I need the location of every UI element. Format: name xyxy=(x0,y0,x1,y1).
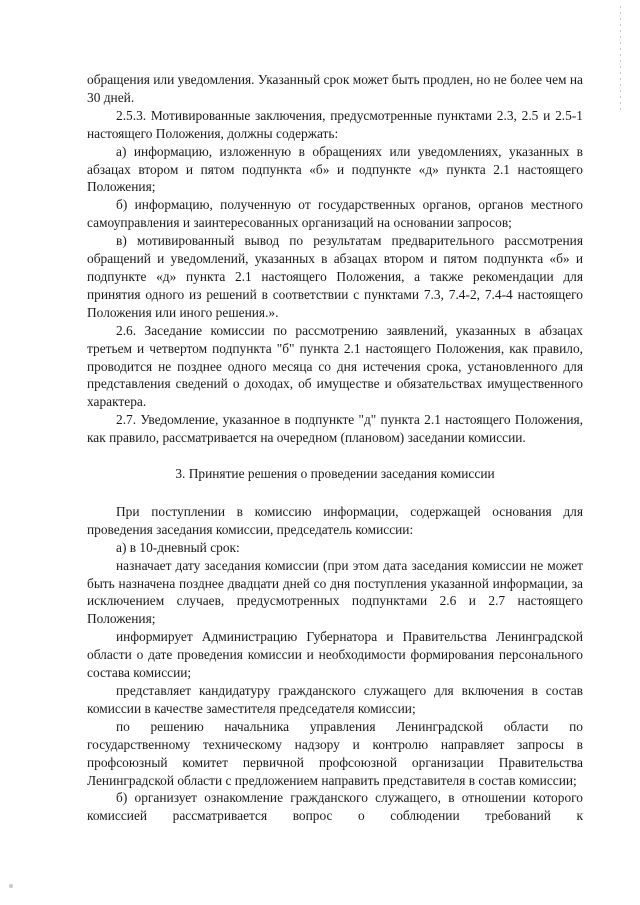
paragraph: обращения или уведомления. Указанный срок может быть продлен, но не более чем на 30 дней. xyxy=(87,72,583,105)
section-heading: 3. Принятие решения о проведении заседания комиссии xyxy=(175,466,495,482)
section-paragraph-b: б) организует ознакомление гражданского служащего, в отношении которого комиссией рассматривается вопрос о соблюдении требований к xyxy=(87,790,583,824)
paragraph-item-a: а) информацию, изложенную в обращениях или уведомлениях, указанных в абзацах втором и пятом подпункта «б» и подпункте «д» пункта 2.1 настоящего Положения; xyxy=(87,143,583,195)
paragraph-2-7: 2.7. Уведомление, указанное в подпункте "д" пункта 2.1 настоящего Положения, как правило, рассматривается на очередном (плановом) заседании комиссии. xyxy=(87,412,583,446)
section-paragraph-candidate: представляет кандидатуру гражданского служащего для включения в состав комиссии в качестве заместителя председателя комиссии; xyxy=(87,683,583,716)
scan-margin-marks xyxy=(619,6,622,126)
scan-artifact xyxy=(9,884,13,888)
paragraph-2-5-3: 2.5.3. Мотивированные заключения, предусмотренные пунктами 2.3, 2.5 и 2.5-1 настоящего Положения, должны содержать: xyxy=(87,107,583,141)
section-paragraph-intro: При поступлении в комиссию информации, содержащей основания для проведения заседания комиссии, председатель комиссии: xyxy=(87,503,583,537)
section-paragraph-a: а) в 10-дневный срок: xyxy=(116,539,240,555)
section-paragraph-inform: информирует Администрацию Губернатора и Правительства Ленинградской области о дате проведения комиссии и необходимости формирования персонального состава комиссии; xyxy=(87,629,583,681)
paragraph-item-b: б) информацию, полученную от государственных органов, органов местного самоуправления и заинтересованных организаций на основании запросов; xyxy=(87,197,583,231)
document-body xyxy=(87,71,583,825)
paragraph-2-6: 2.6. Заседание комиссии по рассмотрению заявлений, указанных в абзацах третьем и четвертом подпункта "б" пункта 2.1 настоящего Положения, как правило, проводится не позднее одного месяца со дня истечения срока, установленного для представления сведений о доходах, об имуществе и обязательствах имущественного характера. xyxy=(87,322,583,410)
section-paragraph-requests: по решению начальника управления Ленинградской области по государственному техническому надзору и контролю направляет запросы в профсоюзный комитет первичной профсоюзной организации Правительства Ленинградской области с предложением направить представителя в состав комиссии; xyxy=(87,718,583,788)
section-paragraph-date: назначает дату заседания комиссии (при этом дата заседания комиссии не может быть назначена позднее двадцати дней со дня поступления указанной информации, за исключением случаев, предусмотренных подпунктами 2.6 и 2.7 настоящего Положения; xyxy=(87,557,583,627)
paragraph-item-v: в) мотивированный вывод по результатам предварительного рассмотрения обращений и уведомлений, указанных в абзацах втором и пятом подпункта «б» и подпункте «д» пункта 2.1 настоящего Положения, а также рекомендации для принятия одного из решений в соответствии с пунктами 7.3, 7.4-2, 7.4-4 настоящего Положения или иного решения.». xyxy=(87,233,583,320)
